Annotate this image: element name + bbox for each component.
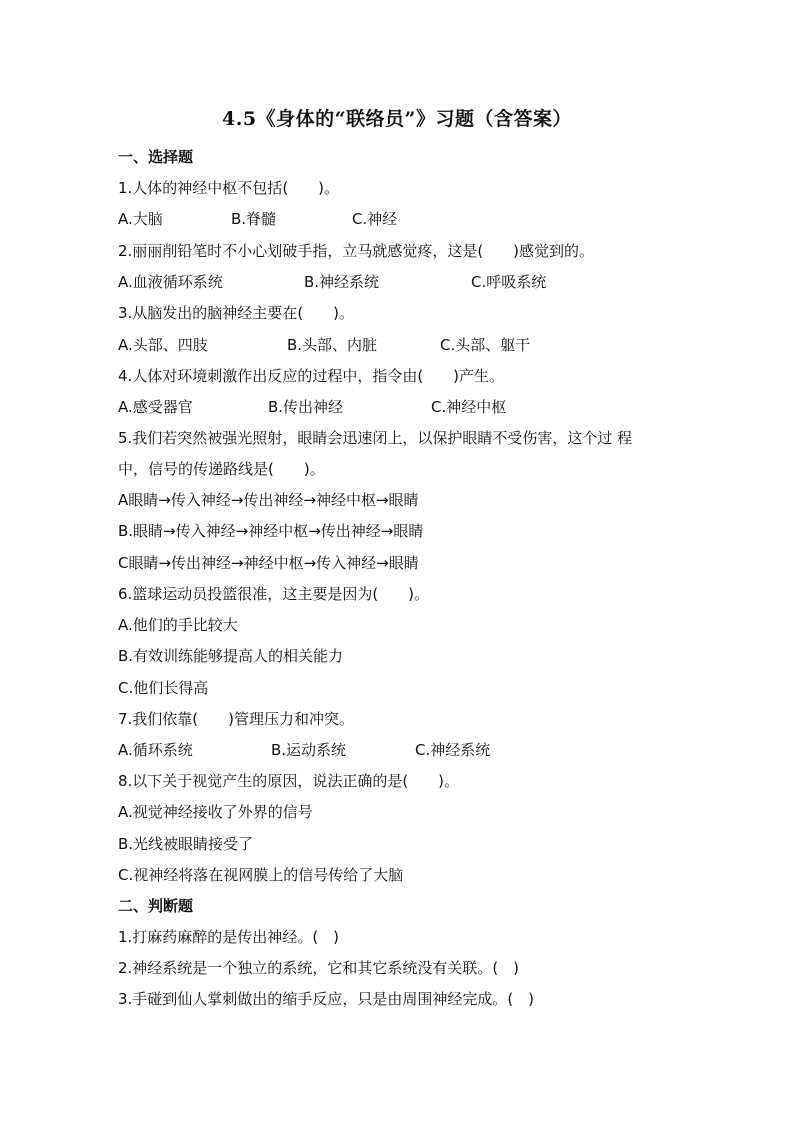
question-1-option-b: B.脊髓 [231,210,277,228]
question-4-option-c: C.神经中枢 [431,398,507,416]
question-1-option-a: A.大脑 [118,210,163,228]
question-5-stem-line1: 5.我们若突然被强光照射，眼睛会迅速闭上，以保护眼睛不受伤害，这个过 程 [118,429,633,447]
judgement-2: 2.神经系统是一个独立的系统，它和其它系统没有关联。( ) [118,959,520,977]
question-2-stem: 2.丽丽削铅笔时不小心划破手指，立马就感觉疼，这是( )感觉到的。 [118,242,595,260]
section-heading-choice: 一、选择题 [118,148,194,166]
question-8-option-a: A.视觉神经接收了外界的信号 [118,803,313,821]
question-8-option-b: B.光线被眼睛接受了 [118,835,254,853]
question-6-stem: 6.篮球运动员投篮很准，这主要是因为( )。 [118,585,430,603]
question-4-option-a: A.感受器官 [118,398,193,416]
question-6-option-c: C.他们长得高 [118,679,209,697]
question-5-option-c: C眼睛→传出神经→神经中枢→传入神经→眼睛 [118,554,419,572]
question-2-option-b: B.神经系统 [304,273,380,291]
question-3-stem: 3.从脑发出的脑神经主要在( )。 [118,304,355,322]
question-2-option-c: C.呼吸系统 [471,273,547,291]
question-7-option-c: C.神经系统 [415,741,491,759]
question-7-option-b: B.运动系统 [271,741,347,759]
question-5-option-b: B.眼睛→传入神经→神经中枢→传出神经→眼睛 [118,522,424,540]
judgement-3: 3.手碰到仙人掌刺做出的缩手反应，只是由周围神经完成。( ) [118,990,535,1008]
question-3-option-c: C.头部、躯干 [440,336,531,354]
question-4-stem: 4.人体对环境刺激作出反应的过程中，指令由( )产生。 [118,367,505,385]
document-title: 4.5《身体的“联络员”》习题（含答案） [222,108,572,130]
question-6-option-a: A.他们的手比较大 [118,616,238,634]
question-5-option-a: A眼睛→传入神经→传出神经→神经中枢→眼睛 [118,491,419,509]
question-3-option-b: B.头部、内脏 [287,336,378,354]
question-1-option-c: C.神经 [352,210,398,228]
judgement-1: 1.打麻药麻醉的是传出神经。( ) [118,928,340,946]
question-8-stem: 8.以下关于视觉产生的原因，说法正确的是( )。 [118,772,460,790]
question-3-option-a: A.头部、四肢 [118,336,208,354]
question-7-stem: 7.我们依靠( )管理压力和冲突。 [118,710,355,728]
question-1-stem: 1.人体的神经中枢不包括( )。 [118,179,340,197]
question-6-option-b: B.有效训练能够提高人的相关能力 [118,647,344,665]
question-7-option-a: A.循环系统 [118,741,193,759]
question-2-option-a: A.血液循环系统 [118,273,223,291]
question-4-option-b: B.传出神经 [268,398,344,416]
question-8-option-c: C.视神经将落在视网膜上的信号传给了大脑 [118,866,404,884]
section-heading-judgement: 二、判断题 [118,897,194,915]
question-5-stem-line2: 中，信号的传递路线是( )。 [118,460,325,478]
